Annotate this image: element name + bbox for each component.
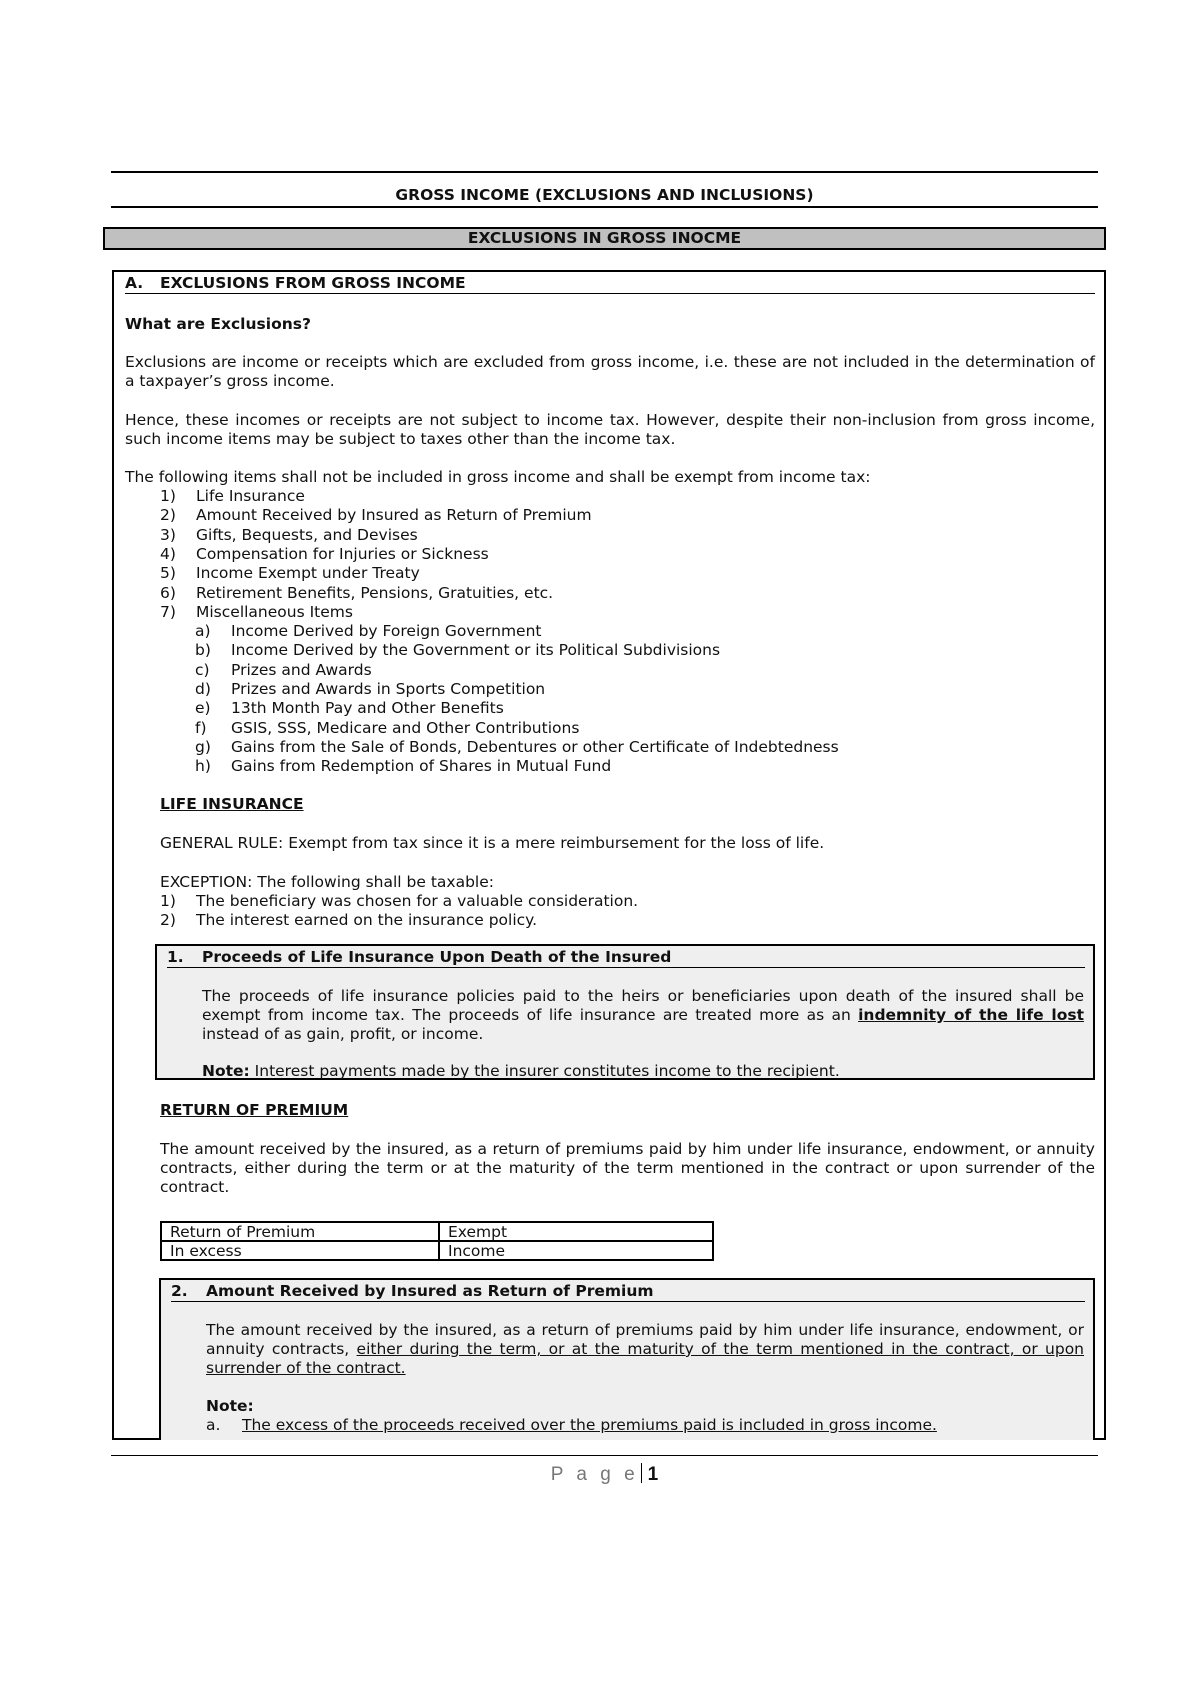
return-premium-box-text: The amount received by the insured, as a return of premiums paid by him under life insurance, endowment, or annuity contracts, either during the term, or at the maturity of the term mentioned in the contract, or upon surrender of the contract. — [206, 1321, 1085, 1377]
underlined-clause: either during the term, or at the maturity of the term mentioned in the contract, or upon surrender of the contract. — [206, 1340, 1085, 1377]
list-item — [195, 641, 720, 660]
page-number: 1 — [647, 1464, 659, 1485]
list-marker: c) — [195, 660, 210, 679]
list-marker: b) — [195, 641, 211, 660]
page-footer — [111, 1463, 1098, 1487]
list-item — [160, 506, 592, 525]
list-item — [160, 526, 418, 545]
table-cell: Exempt — [439, 1222, 713, 1241]
section-band: EXCLUSIONS IN GROSS INOCME — [103, 227, 1106, 250]
list-item — [160, 603, 353, 622]
table-cell: Income — [439, 1241, 713, 1260]
list-item — [160, 545, 489, 564]
list-item — [195, 680, 545, 699]
paragraph-following: The following items shall not be included in gross income and shall be exempt from income tax: — [125, 468, 871, 486]
list-item-text: Life Insurance — [196, 487, 305, 505]
indemnity-emphasis: indemnity of the life lost — [858, 1006, 1085, 1024]
proceeds-box — [155, 944, 1095, 1080]
table-row — [161, 1241, 713, 1260]
section-a-number: A. — [125, 274, 144, 292]
list-item-text: The interest earned on the insurance policy. — [196, 911, 538, 929]
list-item-text: Gifts, Bequests, and Devises — [196, 525, 418, 544]
section-a-heading — [125, 274, 1095, 294]
list-item-text: GSIS, SSS, Medicare and Other Contributions — [231, 718, 580, 737]
return-premium-heading: RETURN OF PREMIUM — [160, 1101, 349, 1119]
list-item-text: Gains from Redemption of Shares in Mutual Fund — [231, 757, 612, 776]
list-item — [160, 584, 553, 603]
proceeds-box-heading — [167, 948, 1085, 968]
list-item — [160, 564, 420, 583]
list-item-text: Income Derived by Foreign Government — [231, 622, 542, 640]
proceeds-box-title: Proceeds of Life Insurance Upon Death of the Insured — [202, 948, 672, 966]
note-label: Note: — [202, 1062, 250, 1080]
general-rule: GENERAL RULE: Exempt from tax since it is a mere reimbursement for the loss of life. — [160, 834, 825, 852]
footer-rule — [111, 1455, 1098, 1456]
list-item-text: 13th Month Pay and Other Benefits — [231, 699, 504, 718]
list-item — [195, 738, 839, 757]
table-cell: In excess — [161, 1241, 439, 1260]
list-marker: f) — [195, 718, 207, 737]
list-item — [160, 487, 305, 506]
paragraph-definition: Exclusions are income or receipts which are excluded from gross income, i.e. these are not included in the determination of a taxpayer’s gross income. — [125, 353, 1095, 390]
list-item — [195, 757, 611, 776]
list-item-text: Prizes and Awards — [231, 660, 372, 679]
premium-table — [160, 1221, 714, 1261]
exception-intro: EXCEPTION: The following shall be taxable: — [160, 873, 494, 891]
proceeds-box-text: The proceeds of life insurance policies paid to the heirs or beneficiaries upon death of the insured shall be exempt from income tax. The proceeds of life insurance are treated more as an indemnity of the life lost instead of as gain, profit, or income. — [202, 987, 1085, 1043]
list-marker: 7) — [160, 602, 176, 621]
list-item — [195, 699, 504, 718]
proceeds-box-note: Note: Interest payments made by the insurer constitutes income to the recipient. — [202, 1062, 840, 1080]
list-item — [195, 622, 542, 641]
title-rule — [111, 206, 1098, 208]
proceeds-box-number: 1. — [167, 948, 184, 966]
life-insurance-heading: LIFE INSURANCE — [160, 795, 304, 813]
page-title: GROSS INCOME (EXCLUSIONS AND INCLUSIONS) — [395, 186, 814, 204]
top-rule — [111, 171, 1098, 173]
return-premium-note: a. The excess of the proceeds received over the premiums paid is included in gross income. — [206, 1416, 937, 1434]
list-marker: a) — [195, 622, 211, 640]
list-item — [195, 719, 579, 738]
list-item-text: Miscellaneous Items — [196, 602, 353, 621]
list-marker: 5) — [160, 564, 176, 583]
return-premium-text: The amount received by the insured, as a return of premiums paid by him under life insurance, endowment, or annuity contracts, either during the term or at the maturity of the term mentioned in the contract or upon surrender of the contract. — [160, 1140, 1095, 1196]
return-premium-box-title: Amount Received by Insured as Return of Premium — [206, 1282, 654, 1300]
list-marker: h) — [195, 757, 211, 776]
list-marker: g) — [195, 737, 211, 756]
list-marker: 4) — [160, 544, 176, 563]
exclusions-question: What are Exclusions? — [125, 315, 311, 333]
list-marker: d) — [195, 679, 211, 698]
page-label: P a g e — [550, 1464, 639, 1485]
list-marker: 2) — [160, 506, 176, 525]
return-premium-box-number: 2. — [171, 1282, 188, 1300]
list-marker: 1) — [160, 487, 176, 505]
table-row — [161, 1222, 713, 1241]
list-item-text: Income Exempt under Treaty — [196, 564, 420, 583]
table-cell: Return of Premium — [161, 1222, 439, 1241]
list-marker: 3) — [160, 525, 176, 544]
section-a-title: EXCLUSIONS FROM GROSS INCOME — [160, 274, 466, 292]
list-item — [195, 661, 372, 680]
return-premium-box — [159, 1278, 1095, 1440]
return-premium-note-label: Note: — [206, 1397, 254, 1415]
footer-divider — [641, 1463, 642, 1483]
list-item-text: Prizes and Awards in Sports Competition — [231, 679, 546, 698]
return-premium-box-heading — [171, 1282, 1085, 1302]
list-item-text: The beneficiary was chosen for a valuable consideration. — [196, 892, 639, 910]
paragraph-hence: Hence, these incomes or receipts are not subject to income tax. However, despite their non-inclusion from gross income, such income items may be subject to taxes other than the income tax. — [125, 411, 1095, 448]
list-marker: 6) — [160, 583, 176, 602]
list-item — [160, 911, 537, 930]
list-item — [160, 892, 638, 911]
list-marker: 1) — [160, 892, 176, 910]
list-item-text: Gains from the Sale of Bonds, Debentures or other Certificate of Indebtedness — [231, 737, 839, 756]
list-marker: e) — [195, 699, 211, 718]
list-item-text: Compensation for Injuries or Sickness — [196, 544, 489, 563]
list-item-text: Amount Received by Insured as Return of Premium — [196, 506, 592, 525]
list-item-text: Retirement Benefits, Pensions, Gratuities, etc. — [196, 583, 554, 602]
list-marker: 2) — [160, 911, 176, 929]
list-item-text: Income Derived by the Government or its Political Subdivisions — [231, 641, 721, 660]
